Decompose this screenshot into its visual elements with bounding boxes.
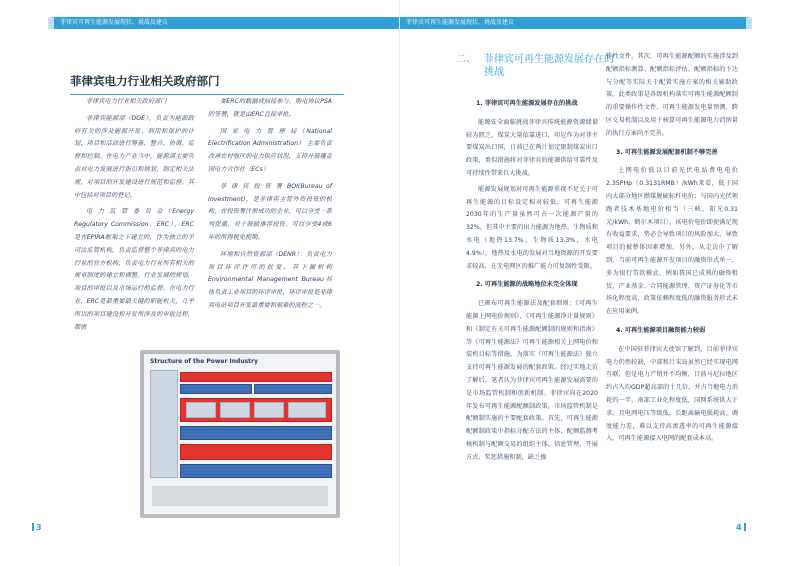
diagram-box xyxy=(254,402,284,418)
paragraph: 环境和自然资源部（DENR）：负责电力项目环评许可的批复，其下属机构Environmental Management Bureau具体负责工业项目的环评审批，环评审批是菲律宾电站项目开发最重要和艰难的流程之一。 xyxy=(208,250,332,309)
power-industry-photo xyxy=(140,350,340,518)
running-header-title: 菲律宾可再生能源发展现状、挑战及建议 xyxy=(406,19,515,26)
diagram-row xyxy=(180,426,332,440)
diagram-box xyxy=(186,402,216,418)
section-number: 二、 xyxy=(456,54,476,65)
header-accent-strip xyxy=(746,17,752,29)
subheading: 1. 菲律宾可再生能源发展存在的挑战 xyxy=(476,100,578,107)
paragraph: 菲 律 宾 投 资 署 BOI(Bureau of Investment)，是菲律宾主管外资投资的机构，在投资署注册成功的企业，可以享受一系列优惠，对于鼓励推荐投资。可以享受4或6年的所得税免税期。 xyxy=(208,182,332,241)
running-header-title: 菲律宾可再生能源发展现状、挑战及建议 xyxy=(60,19,169,26)
left-column-2 xyxy=(208,96,332,313)
diagram-box xyxy=(254,384,332,394)
paragraph: 电 力 监 管 委 员 会（Energy Regulatory Commission，ERC），ERC是在EPIRA框架之下建立的，作为独立的半司法监管机构，负责监督整个菲律宾的电力行业的官方机构，负责电力行业所有相关的规章制度的建立和调整。行业发展的规划，项目的审批以及市场运行的监督。在电力行业，ERC是最重要最关键的职能机关，几乎所以的项目建设和开发所涉及的审批过程，都需 xyxy=(74,208,194,331)
paragraph: 上网电价低以目前光伏电站费电电价2.35PHp（0.3131RMB）/kWh来看，低于国内大部分地区燃煤脱硫标杆电价；与国内光伏领跑者技术基地电价相当（三峡、阳光0.31元/kWh、鹤尔木项目）。该电价电价即使满足现有收益要求，势必会导致项目的风险加大，导致项目的被整体因素增加。另外，从走访中了解到，当前可再生能源开发项目的融资形式单一，多为银行贷款模式，例如我国已成熟的融资租赁、产业基金、合同能源管理、资产证券化等市场化程度高，政策依赖程度低的融资服务形式未在应用案例。 xyxy=(606,167,738,316)
diagram-box xyxy=(220,402,250,418)
page-number xyxy=(32,523,42,532)
running-header xyxy=(400,17,746,29)
paragraph: 要ERC的数据或间接参与。购电协议PSA的签署，就是由ERC直接审批。 xyxy=(208,98,332,118)
section-title-text: 菲律宾可再生能源发展存在的挑战 xyxy=(484,54,614,78)
paragraph: 国 家 电 力 管 理 局（National Electrification Administration） 主要负责改善农村地区的电力供应状况，支持开展覆盖国电力合作社（ECs） xyxy=(208,127,332,173)
page-number-text: 3 xyxy=(36,523,42,532)
diagram-box xyxy=(288,402,326,418)
page-number-marker xyxy=(32,523,34,531)
subheading: 4. 可再生能源项目融资能力较弱 xyxy=(616,326,706,334)
heading-rule xyxy=(70,94,344,95)
right-column-2 xyxy=(606,51,738,446)
paragraph: 菲律宾电力行业相关政府部门 xyxy=(86,98,167,105)
paragraph: 能源安全面临挑战菲律宾传统能源资源储量较为匮乏，煤炭大量依靠进口，印尼作为对菲主要煤炭出口国，日前已在两计划定限制煤炭出口政策，类似措施将对菲律宾的能源供给可靠性及可持续性带来巨大挑战。 xyxy=(466,118,598,177)
diagram-row xyxy=(180,464,332,478)
diagram-box xyxy=(180,384,252,394)
page-number-marker xyxy=(744,523,746,531)
paragraph: 作性文件。其次，可再生能源配额的实施涉及到配额指标测算、配额指标评估、配额指标的下达与分配等实际关于配置实施方案的相关辅助政策。此类政策是各级机构落实可再生能源配额制的重要操作性文件。可再生能源发电量预测、跨区交易机制以及用于核算可再生能源电力消纳量的执行方案尚不完善。 xyxy=(606,53,738,137)
presentation-slide xyxy=(144,354,336,514)
diagram-label-column xyxy=(150,370,178,478)
page-number-text: 4 xyxy=(736,523,742,532)
right-page xyxy=(400,0,800,566)
diagram-row xyxy=(180,444,332,460)
section-heading: 菲律宾电力行业相关政府部门 xyxy=(70,74,220,88)
structure-diagram xyxy=(150,370,330,480)
subheading: 2. 可再生能源的战略地位未完全体现 xyxy=(476,281,578,289)
page-number xyxy=(736,523,746,532)
left-column-1 xyxy=(74,96,194,334)
diagram-row xyxy=(180,372,332,382)
paragraph: 已颁布可再生能源法及配套细则：《可再生能源上网电价规则》、《可再生能源净计量规则》和《制定有关可再生能源配额制的规则和指南》等《可再生能源法》可再生能源相关上网电价和装机目标等措施，为落实《可再生能源法》独立支持可再生能源发展的配套政策。经过实地走访了解后，笔者认为菲律宾可再生能源发展需要的是市场监管机制和创新机制。菲律宾向在2020年发布可再生能源配额制政策，市场监管机制是配额制实施的主要配套政策。首先，可再生能源配额制政策中指标分配方法的主体，配额监测考核机制与配额交易的组织主体、信息管理、开展方式、奖惩措施和制，缺乏操 xyxy=(466,300,598,461)
paragraph: 能源发展规划对可再生能源重视不足关于可再生能源的目标设定相对较低，可再生能源2030年的生产量虽然可占一次能源产量的32%，但其中主要的出力能源为地热、生物质和水电（地热13.7%，生物质13.3%，水电4.9%），地热及水电的发展对当地资源的开发要求较高，在无电网区的推广能力可复制性受限。 xyxy=(466,185,598,270)
paragraph: 菲律宾能源部（DOE），负责为能源政府有关的涉及能源开发、利用和保护的计划、项目和活动进行筹备、整合、协调、监督和控制。在电力产业当中，能源部主要负责对电力发展进行指引和规划，制定相关法规，对项目的开发建设进行规范和监督。其中包括对项目的登记。 xyxy=(74,114,194,199)
running-header xyxy=(54,17,400,29)
slide-footer xyxy=(152,486,328,506)
paragraph: 在中国驻菲律宾大使馆了解到，目前菲律宾电力仍然较缺，中部和吕宋岛虽然已经实现电网互联，但是电力产销并不均衡，目前马尼拉地区约占入均GDP超高部的十几倍，并占当地电力消耗的一半，南部工业化程度低，国网系统供大于求。且电网电压等级低，长距离输电损耗高；调度能力差，难以支持高渗透率的可再生能源接入，可再生能源接入电网的配套成本高。 xyxy=(606,345,738,443)
slide-title: Structure of the Power Industry xyxy=(150,358,258,365)
right-column-1 xyxy=(466,92,598,465)
subheading: 3. 可再生能源发展配套机制不够完善 xyxy=(616,148,718,156)
